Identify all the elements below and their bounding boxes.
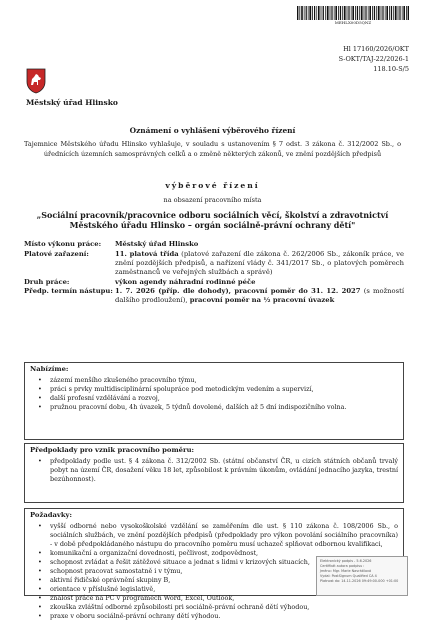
info-value: Městský úřad Hlinsko	[115, 240, 199, 248]
organization-name: Městský úřad Hlinsko	[26, 98, 118, 107]
position-title	[24, 210, 401, 230]
stamp-line: Elektronický podpis - 5.6.2026	[320, 559, 372, 563]
ref-line: Hl 17160/2026/OKT	[343, 45, 409, 53]
list-item: • schopnost zvládat a řešit zátěžové situace a jednat s lidmi v krizových situacích,	[48, 558, 398, 567]
prerequisites-list	[30, 457, 398, 484]
info-row-pay	[24, 250, 404, 277]
position-info	[24, 240, 404, 305]
ref-line: S-OKT/TAJ-22/2026-1	[338, 55, 409, 63]
list-item: • předpoklady podle ust. § 4 zákona č. 312/2002 Sb. (státní občanství ČR, u cizích státních občanů trvalý pobyt na území ČR, dosažení věku 18 let, způsobilost k právním úkonům, ovládání jednacího jazyka, trestní bezúhonnost).	[48, 457, 398, 484]
offer-list	[30, 376, 398, 412]
info-value: (platové zařazení dle zákona č. 262/2006 Sb., zákoník práce, ve znění pozdějších předpisů, a nařízení vlády č. 341/2017 Sb., o platových poměrech zaměstnanců ve veřejných službách a správě)	[115, 250, 404, 276]
list-item: • komunikační a organizační dovednosti, pečlivost, zodpovědnost,	[48, 549, 398, 558]
list-item: • další profesní vzdělávání a rozvoj,	[48, 394, 398, 403]
reference-numbers	[339, 44, 409, 74]
section-title: Předpoklady pro vznik pracovního poměru:	[30, 446, 195, 454]
info-key: Druh práce:	[24, 278, 70, 286]
info-row-kind	[24, 278, 404, 287]
coat-of-arms-logo	[26, 68, 46, 94]
section-heading: výběrové řízení	[165, 181, 260, 190]
electronic-signature-stamp	[316, 556, 408, 596]
section-title: Nabízíme:	[30, 365, 69, 373]
prerequisites-section	[24, 443, 404, 503]
list-item: • praxe v oboru sociálně-právní ochrany dětí výhodou.	[48, 612, 398, 621]
list-item: • pružnou pracovní dobu, 4h úvazek, 5 týdnů dovolené, dalších až 5 dní indispozičního volna.	[48, 403, 398, 412]
barcode-text: MEHLX00D5QNZ	[334, 20, 372, 25]
list-item: • zázemí menšího zkušeného pracovního týmu,	[48, 376, 398, 385]
section-title: Požadavky:	[30, 511, 72, 519]
list-item: • vyšší odborné nebo vysokoškolské vzdělání se zaměřením dle ust. § 110 zákona č. 108/2006 Sb., o sociálních službách, ve znění pozdějších předpisů (předpoklady pro výkon povolání sociálního pracovníka) - v době předpokládaného nástupu do pracovního poměru musí uchazeč splňovat odbornou kvalifikaci,	[48, 522, 398, 549]
info-key: Místo výkonu práce:	[24, 240, 102, 248]
list-item: • aktivní řidičské oprávnění skupiny B,	[48, 576, 398, 585]
stamp-line: Jméno: Mgr. Marie Navrátilová	[320, 569, 372, 573]
list-item: • zkouška zvláštní odborné způsobilosti pri sociálně-právní ochraně dětí výhodou,	[48, 603, 398, 612]
list-item: • schopnost pracovat samostatně i v týmu,	[48, 567, 398, 576]
info-value: výkon agendy náhradní rodinné péče	[115, 278, 256, 286]
position-title-line: „Sociální pracovník/pracovnice odboru sociálních věcí, školství a zdravotnictví	[36, 210, 389, 220]
info-key: Předp. termín nástupu:	[24, 287, 113, 295]
stamp-line: Vydal: PostSignum Qualified CA 4	[320, 574, 377, 578]
info-value-bold: (příp. dle dohody), pracovní poměr do 31. 12. 2027	[154, 287, 361, 295]
offer-section	[24, 362, 404, 440]
section-subheading: na obsazení pracovního místa	[163, 196, 262, 204]
info-value: (s možností dalšího prodloužení),	[115, 287, 405, 304]
info-value-bold: 1. 7. 2026	[115, 287, 155, 295]
info-key: Platové zařazení:	[24, 250, 89, 258]
list-item: • orientace v příslušné legislativě,	[48, 585, 398, 594]
stamp-line: Certifikát autora podpisu :	[320, 564, 365, 568]
list-item: • práci s prvky multidisciplinární spolupráce pod metodickým vedením a supervizí,	[48, 385, 398, 394]
notice-title: Oznámení o vyhlášení výběrového řízení	[129, 126, 296, 135]
info-value-bold: 11. platová třída	[115, 250, 179, 258]
barcode	[297, 6, 409, 20]
ref-line: 118.10-S/5	[373, 65, 409, 73]
list-item: • znalost práce na PC v programech Word, Excel, Outlook,	[48, 594, 398, 603]
info-row-start	[24, 287, 404, 305]
info-row-place	[24, 240, 404, 249]
info-value-bold: pracovní poměr na ½ pracovní úvazek	[189, 296, 335, 304]
position-title-line: Městského úřadu Hlinsko – orgán sociálně-právní ochrany dětí"	[69, 220, 356, 230]
intro-paragraph: Tajemnice Městského úřadu Hlinsko vyhlašuje, v souladu s ustanovením § 7 odst. 3 zákona č. 312/2002 Sb., o úřednících územních samosprávných celků a o změně některých zákonů, ve znění pozdějších předpisů	[24, 140, 401, 158]
stamp-line: Platnost do: 14.11.2026 09:49:00-000 +01:00	[320, 579, 399, 583]
